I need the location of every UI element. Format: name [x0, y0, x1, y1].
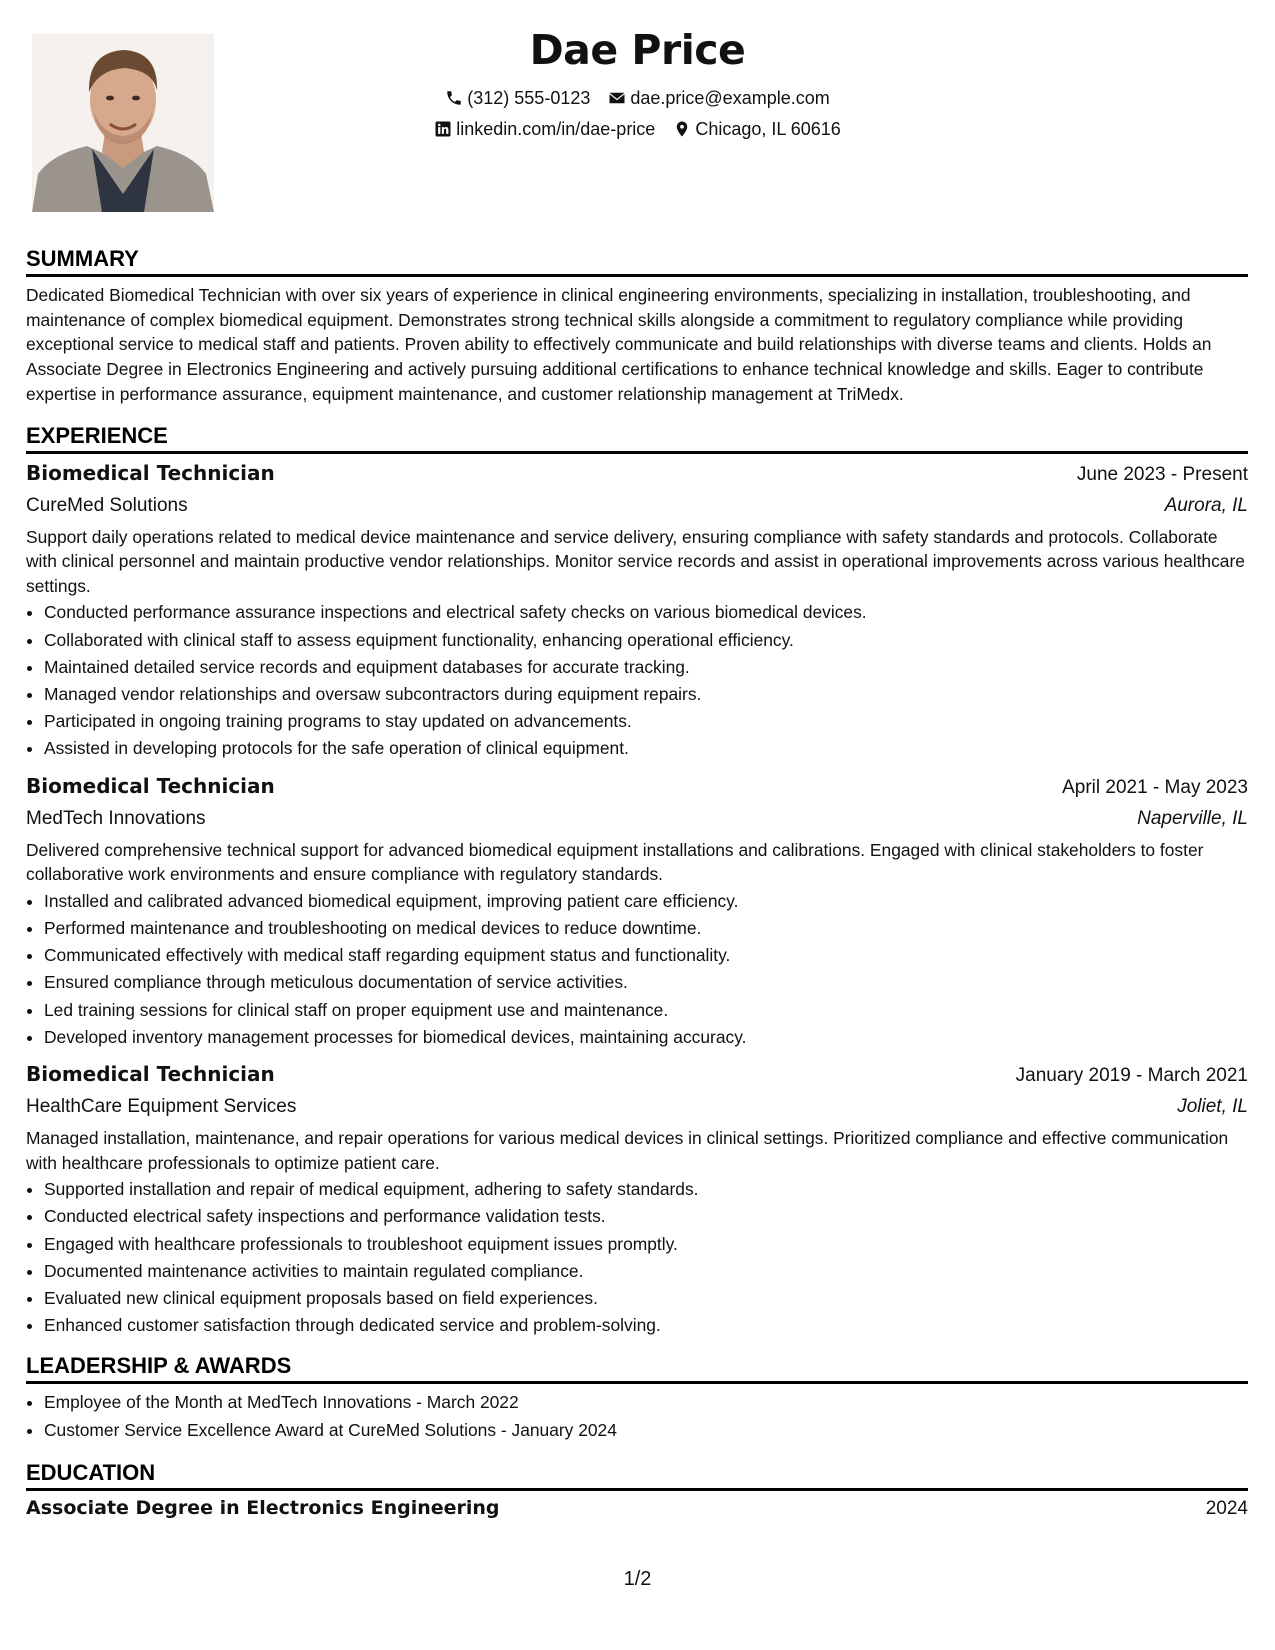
envelope-icon: [608, 89, 626, 107]
experience-entry: [26, 458, 1248, 763]
degree-name: Associate Degree in Electronics Engineering: [26, 1496, 500, 1519]
job-dates: January 2019 - March 2021: [1015, 1064, 1248, 1086]
location-contact: [673, 114, 840, 144]
linkedin-contact[interactable]: [434, 114, 655, 144]
resume-header: [0, 18, 1275, 144]
linkedin-text: linkedin.com/in/dae-price: [456, 118, 656, 139]
list-item: • Conducted electrical safety inspections and performance validation tests.: [44, 1203, 1248, 1230]
job-title: Biomedical Technician: [26, 773, 275, 798]
section-title-summary: SUMMARY: [26, 244, 1248, 277]
resume-body: [26, 244, 1248, 1524]
job-title: Biomedical Technician: [26, 460, 275, 485]
job-company-row: [26, 490, 1248, 521]
list-item: • Conducted performance assurance inspections and electrical safety checks on various biomedical devices.: [44, 599, 1248, 626]
job-header-row: [26, 771, 1248, 803]
list-item: • Evaluated new clinical equipment proposals based on field experiences.: [44, 1285, 1248, 1312]
education-entry: [26, 1493, 1248, 1524]
location-text: Chicago, IL 60616: [695, 118, 841, 139]
experience-entry: [26, 771, 1248, 1051]
list-item: • Customer Service Excellence Award at CureMed Solutions - January 2024: [44, 1417, 1248, 1444]
list-item: • Assisted in developing protocols for the safe operation of clinical equipment.: [44, 735, 1248, 762]
job-description: Support daily operations related to medical device maintenance and service delivery, ensuring compliance with safety standards and protocols. Collaborate with clinical personnel and maintain productive vendor relationships. Monitor service records and assist in operational improvements across various healthcare settings.: [26, 526, 1245, 596]
awards-list: [26, 1389, 1248, 1443]
job-header-row: [26, 1059, 1248, 1091]
contact-line-1: [0, 82, 1275, 113]
phone-contact[interactable]: [445, 83, 590, 113]
map-pin-icon: [673, 120, 691, 138]
list-item: • Managed vendor relationships and oversaw subcontractors during equipment repairs.: [44, 681, 1248, 708]
list-item: • Ensured compliance through meticulous documentation of service activities.: [44, 969, 1248, 996]
summary-text: Dedicated Biomedical Technician with over six years of experience in clinical engineering environments, specializing in installation, troubleshooting, and maintenance of complex biomedical equipment. Demonstrates strong technical skills alongside a commitment to regulatory compliance while providing exceptional service to medical staff and patients. Proven ability to effectively communicate and build relationships with diverse teams and clients. Holds an Associate Degree in Electronics Engineering and actively pursuing additional certifications to enhance technical knowledge and skills. Eager to contribute expertise in performance assurance, equipment maintenance, and customer relationship management at TriMedx.: [26, 285, 1212, 404]
candidate-name: Dae Price: [529, 26, 746, 74]
list-item: • Led training sessions for clinical staff on proper equipment use and maintenance.: [44, 997, 1248, 1024]
job-description: Delivered comprehensive technical support for advanced biomedical equipment installations and calibrations. Engaged with clinical stakeholders to foster collaborative work environments and ensure compliance with regulatory standards.: [26, 839, 1204, 885]
degree-year: 2024: [1205, 1497, 1248, 1519]
phone-icon: [445, 89, 463, 107]
job-location: Joliet, IL: [1177, 1095, 1248, 1117]
list-item: • Communicated effectively with medical staff regarding equipment status and functionality.: [44, 942, 1248, 969]
job-title: Biomedical Technician: [26, 1061, 275, 1086]
list-item: • Performed maintenance and troubleshooting on medical devices to reduce downtime.: [44, 915, 1248, 942]
page-indicator: 1/2: [623, 1568, 652, 1590]
section-title-education: EDUCATION: [26, 1458, 1248, 1491]
summary-section: [26, 244, 1248, 407]
contact-line-2: [0, 113, 1275, 144]
list-item: • Maintained detailed service records and equipment databases for accurate tracking.: [44, 654, 1248, 681]
list-item: • Installed and calibrated advanced biomedical equipment, improving patient care efficiency.: [44, 888, 1248, 915]
job-dates: June 2023 - Present: [1076, 463, 1248, 485]
list-item: • Employee of the Month at MedTech Innovations - March 2022: [44, 1389, 1248, 1416]
list-item: • Supported installation and repair of medical equipment, adhering to safety standards.: [44, 1176, 1248, 1203]
leadership-section: [26, 1351, 1248, 1443]
list-item: • Developed inventory management processes for biomedical devices, maintaining accuracy.: [44, 1024, 1248, 1051]
list-item: • Engaged with healthcare professionals to troubleshoot equipment issues promptly.: [44, 1231, 1248, 1258]
job-bullets: [26, 888, 1248, 1051]
job-dates: April 2021 - May 2023: [1062, 776, 1248, 798]
email-text: dae.price@example.com: [630, 87, 830, 108]
job-location: Naperville, IL: [1137, 807, 1248, 829]
job-location: Aurora, IL: [1164, 494, 1248, 516]
job-description: Managed installation, maintenance, and repair operations for various medical devices in clinical settings. Prioritized compliance and effective communication with healthcare professionals to optimize patient care.: [26, 1127, 1229, 1173]
email-contact[interactable]: [608, 83, 829, 113]
section-title-leadership: LEADERSHIP & AWARDS: [26, 1351, 1248, 1384]
company-name: CureMed Solutions: [26, 494, 188, 516]
section-title-experience: EXPERIENCE: [26, 421, 1248, 454]
list-item: • Documented maintenance activities to maintain regulated compliance.: [44, 1258, 1248, 1285]
experience-section: [26, 421, 1248, 1340]
list-item: • Collaborated with clinical staff to assess equipment functionality, enhancing operational efficiency.: [44, 627, 1248, 654]
company-name: HealthCare Equipment Services: [26, 1095, 297, 1117]
experience-entry: [26, 1059, 1248, 1339]
company-name: MedTech Innovations: [26, 807, 206, 829]
list-item: • Participated in ongoing training programs to stay updated on advancements.: [44, 708, 1248, 735]
job-bullets: [26, 1176, 1248, 1339]
job-bullets: [26, 599, 1248, 762]
education-section: [26, 1458, 1248, 1524]
job-company-row: [26, 803, 1248, 834]
linkedin-icon: [434, 120, 452, 138]
job-company-row: [26, 1091, 1248, 1122]
job-header-row: [26, 458, 1248, 490]
phone-text: (312) 555-0123: [467, 87, 591, 108]
list-item: • Enhanced customer satisfaction through dedicated service and problem-solving.: [44, 1312, 1248, 1339]
